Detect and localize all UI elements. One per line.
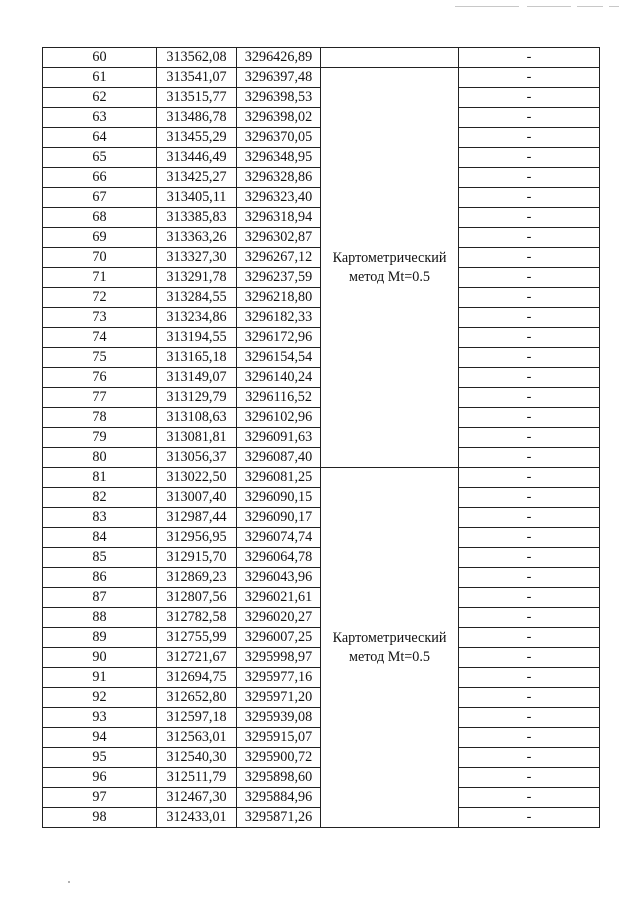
point-number: 68 <box>43 208 157 228</box>
point-number: 78 <box>43 408 157 428</box>
method-cell-empty <box>321 48 459 68</box>
coordinate-y: 3295998,97 <box>237 648 321 668</box>
coordinate-x: 313446,49 <box>157 148 237 168</box>
point-number: 79 <box>43 428 157 448</box>
coordinate-y: 3296398,53 <box>237 88 321 108</box>
point-number: 90 <box>43 648 157 668</box>
note-dash: - <box>459 608 600 628</box>
note-dash: - <box>459 388 600 408</box>
coordinate-y: 3296398,02 <box>237 108 321 128</box>
coordinate-x: 313425,27 <box>157 168 237 188</box>
coordinate-x: 313562,08 <box>157 48 237 68</box>
point-number: 96 <box>43 768 157 788</box>
point-number: 93 <box>43 708 157 728</box>
coordinate-y: 3296172,96 <box>237 328 321 348</box>
point-number: 65 <box>43 148 157 168</box>
point-number: 77 <box>43 388 157 408</box>
note-dash: - <box>459 168 600 188</box>
coordinate-y: 3296116,52 <box>237 388 321 408</box>
point-number: 87 <box>43 588 157 608</box>
note-dash: - <box>459 728 600 748</box>
note-dash: - <box>459 428 600 448</box>
point-number: 95 <box>43 748 157 768</box>
note-dash: - <box>459 768 600 788</box>
coordinate-y: 3295977,16 <box>237 668 321 688</box>
note-dash: - <box>459 348 600 368</box>
scan-speck <box>68 881 70 883</box>
coordinate-y: 3296323,40 <box>237 188 321 208</box>
coordinate-x: 313455,29 <box>157 128 237 148</box>
point-number: 61 <box>43 68 157 88</box>
coordinate-y: 3296218,80 <box>237 288 321 308</box>
coordinate-y: 3296102,96 <box>237 408 321 428</box>
coordinate-x: 312694,75 <box>157 668 237 688</box>
note-dash: - <box>459 328 600 348</box>
point-number: 66 <box>43 168 157 188</box>
coordinate-y: 3295971,20 <box>237 688 321 708</box>
coordinate-y: 3295884,96 <box>237 788 321 808</box>
coordinate-x: 313405,11 <box>157 188 237 208</box>
note-dash: - <box>459 228 600 248</box>
coordinate-x: 313291,78 <box>157 268 237 288</box>
coordinate-x: 312563,01 <box>157 728 237 748</box>
point-number: 76 <box>43 368 157 388</box>
coordinate-x: 313363,26 <box>157 228 237 248</box>
coordinate-x: 313165,18 <box>157 348 237 368</box>
point-number: 73 <box>43 308 157 328</box>
note-dash: - <box>459 88 600 108</box>
coordinate-y: 3296182,33 <box>237 308 321 328</box>
coordinate-x: 313108,63 <box>157 408 237 428</box>
coordinate-x: 313022,50 <box>157 468 237 488</box>
point-number: 83 <box>43 508 157 528</box>
coordinate-x: 313541,07 <box>157 68 237 88</box>
coordinate-y: 3296087,40 <box>237 448 321 468</box>
coordinate-y: 3296091,63 <box>237 428 321 448</box>
note-dash: - <box>459 128 600 148</box>
coordinate-x: 313194,55 <box>157 328 237 348</box>
coordinates-table <box>42 47 600 828</box>
coordinate-y: 3296020,27 <box>237 608 321 628</box>
coordinate-x: 313486,78 <box>157 108 237 128</box>
point-number: 63 <box>43 108 157 128</box>
point-number: 81 <box>43 468 157 488</box>
coordinate-y: 3295915,07 <box>237 728 321 748</box>
point-number: 69 <box>43 228 157 248</box>
coordinate-y: 3295900,72 <box>237 748 321 768</box>
coordinate-x: 312540,30 <box>157 748 237 768</box>
note-dash: - <box>459 508 600 528</box>
coordinate-x: 312987,44 <box>157 508 237 528</box>
coordinate-y: 3295871,26 <box>237 808 321 828</box>
coordinate-y: 3296021,61 <box>237 588 321 608</box>
method-line-2: метод Mt=0.5 <box>348 268 431 285</box>
coordinate-y: 3296237,59 <box>237 268 321 288</box>
note-dash: - <box>459 208 600 228</box>
method-cell <box>321 68 459 468</box>
scan-artifact-marks <box>455 6 625 10</box>
coordinate-y: 3296328,86 <box>237 168 321 188</box>
point-number: 89 <box>43 628 157 648</box>
coordinate-x: 313515,77 <box>157 88 237 108</box>
point-number: 91 <box>43 668 157 688</box>
coordinate-x: 312807,56 <box>157 588 237 608</box>
point-number: 80 <box>43 448 157 468</box>
note-dash: - <box>459 528 600 548</box>
coordinate-x: 313234,86 <box>157 308 237 328</box>
note-dash: - <box>459 808 600 828</box>
note-dash: - <box>459 188 600 208</box>
note-dash: - <box>459 148 600 168</box>
coordinate-x: 312511,79 <box>157 768 237 788</box>
method-line-1: Картометрический <box>332 629 447 646</box>
point-number: 84 <box>43 528 157 548</box>
point-number: 71 <box>43 268 157 288</box>
note-dash: - <box>459 368 600 388</box>
point-number: 70 <box>43 248 157 268</box>
coordinate-x: 313284,55 <box>157 288 237 308</box>
point-number: 60 <box>43 48 157 68</box>
note-dash: - <box>459 448 600 468</box>
coordinate-x: 313149,07 <box>157 368 237 388</box>
note-dash: - <box>459 488 600 508</box>
coordinate-x: 312721,67 <box>157 648 237 668</box>
coordinate-x: 312782,58 <box>157 608 237 628</box>
coordinate-y: 3296348,95 <box>237 148 321 168</box>
coordinate-y: 3296064,78 <box>237 548 321 568</box>
table-row <box>43 468 600 488</box>
coordinate-x: 312652,80 <box>157 688 237 708</box>
point-number: 74 <box>43 328 157 348</box>
method-cell <box>321 468 459 828</box>
note-dash: - <box>459 748 600 768</box>
coordinate-y: 3296302,87 <box>237 228 321 248</box>
note-dash: - <box>459 308 600 328</box>
point-number: 92 <box>43 688 157 708</box>
note-dash: - <box>459 288 600 308</box>
note-dash: - <box>459 408 600 428</box>
note-dash: - <box>459 268 600 288</box>
note-dash: - <box>459 708 600 728</box>
coordinate-x: 313007,40 <box>157 488 237 508</box>
coordinate-x: 313056,37 <box>157 448 237 468</box>
note-dash: - <box>459 108 600 128</box>
point-number: 86 <box>43 568 157 588</box>
coordinate-y: 3296154,54 <box>237 348 321 368</box>
point-number: 67 <box>43 188 157 208</box>
point-number: 88 <box>43 608 157 628</box>
coordinate-x: 312869,23 <box>157 568 237 588</box>
coordinate-x: 312915,70 <box>157 548 237 568</box>
table-row <box>43 48 600 68</box>
point-number: 82 <box>43 488 157 508</box>
coordinate-y: 3296081,25 <box>237 468 321 488</box>
note-dash: - <box>459 548 600 568</box>
point-number: 98 <box>43 808 157 828</box>
point-number: 64 <box>43 128 157 148</box>
coordinate-y: 3296007,25 <box>237 628 321 648</box>
coordinate-y: 3296370,05 <box>237 128 321 148</box>
coordinate-y: 3295898,60 <box>237 768 321 788</box>
method-line-2: метод Mt=0.5 <box>348 648 431 665</box>
coordinate-x: 312597,18 <box>157 708 237 728</box>
coordinate-y: 3296318,94 <box>237 208 321 228</box>
coordinate-x: 312467,30 <box>157 788 237 808</box>
note-dash: - <box>459 668 600 688</box>
coordinate-x: 313129,79 <box>157 388 237 408</box>
point-number: 75 <box>43 348 157 368</box>
note-dash: - <box>459 588 600 608</box>
point-number: 85 <box>43 548 157 568</box>
note-dash: - <box>459 248 600 268</box>
coordinate-x: 313327,30 <box>157 248 237 268</box>
note-dash: - <box>459 48 600 68</box>
coordinate-x: 312956,95 <box>157 528 237 548</box>
coordinate-x: 313385,83 <box>157 208 237 228</box>
coordinates-table-body <box>43 48 600 828</box>
coordinate-y: 3296397,48 <box>237 68 321 88</box>
note-dash: - <box>459 468 600 488</box>
coordinate-x: 313081,81 <box>157 428 237 448</box>
note-dash: - <box>459 788 600 808</box>
note-dash: - <box>459 648 600 668</box>
coordinate-x: 312433,01 <box>157 808 237 828</box>
note-dash: - <box>459 688 600 708</box>
coordinate-y: 3296090,17 <box>237 508 321 528</box>
method-line-1: Картометрический <box>332 249 447 266</box>
coordinate-y: 3296074,74 <box>237 528 321 548</box>
coordinate-x: 312755,99 <box>157 628 237 648</box>
coordinate-y: 3295939,08 <box>237 708 321 728</box>
note-dash: - <box>459 68 600 88</box>
note-dash: - <box>459 628 600 648</box>
note-dash: - <box>459 568 600 588</box>
point-number: 94 <box>43 728 157 748</box>
point-number: 62 <box>43 88 157 108</box>
coordinate-y: 3296267,12 <box>237 248 321 268</box>
point-number: 97 <box>43 788 157 808</box>
point-number: 72 <box>43 288 157 308</box>
coordinate-y: 3296426,89 <box>237 48 321 68</box>
table-row <box>43 68 600 88</box>
coordinate-y: 3296043,96 <box>237 568 321 588</box>
coordinate-y: 3296090,15 <box>237 488 321 508</box>
coordinate-y: 3296140,24 <box>237 368 321 388</box>
